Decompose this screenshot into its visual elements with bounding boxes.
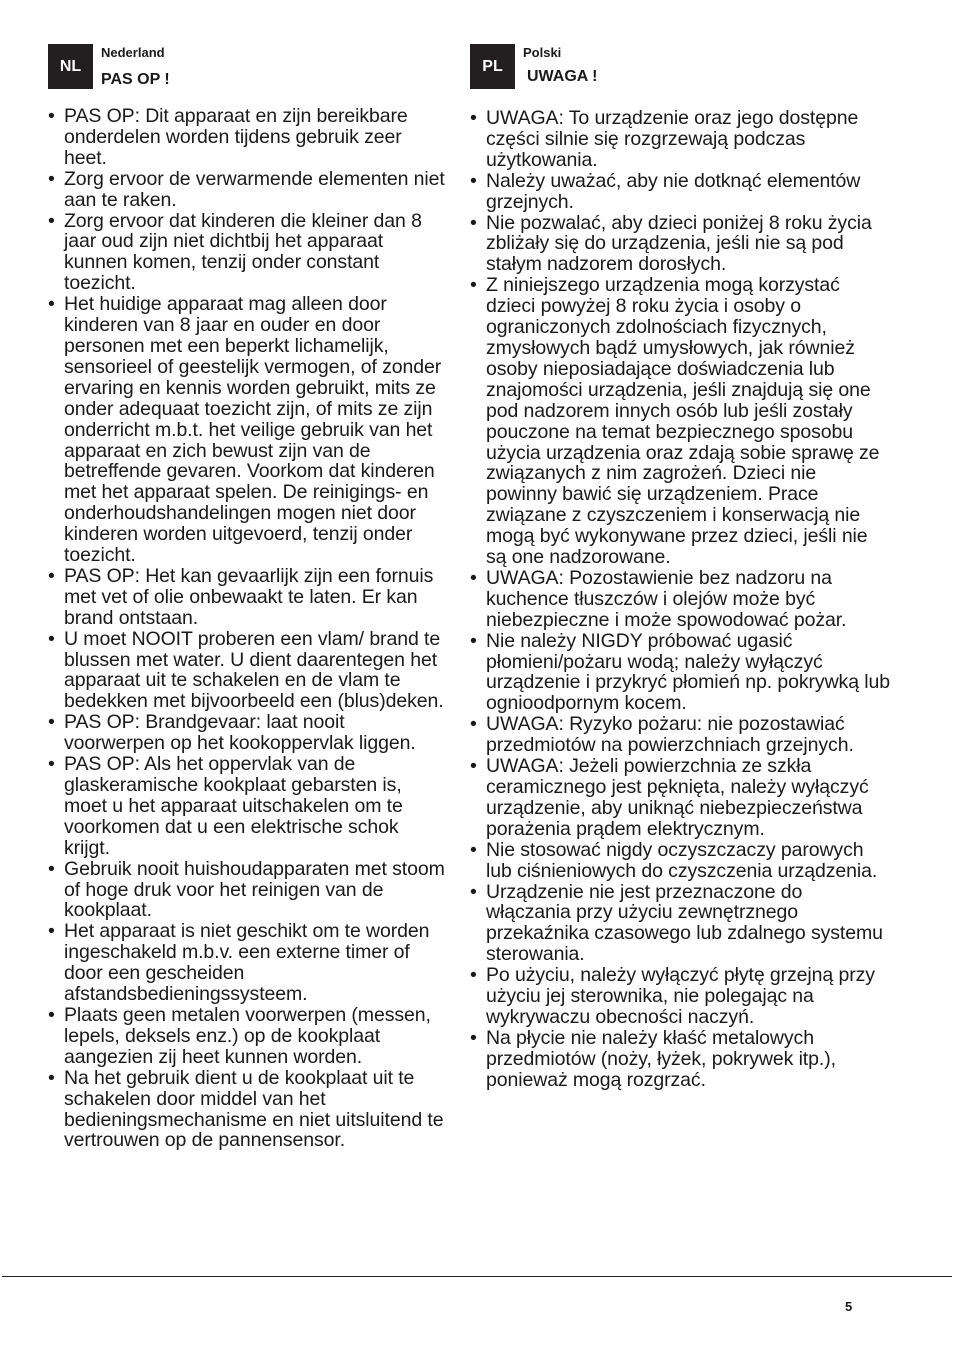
warning-item-pl: • Na płycie nie należy kłaść metalowych przedmiotów (noży, łyżek, pokrywek itp.), ponieważ mogą rozgrzać. [470, 1028, 890, 1091]
caution-heading-nl: PAS OP ! [101, 71, 170, 88]
warning-item-pl: • Urządzenie nie jest przeznaczone do włączania przy użyciu zewnętrznego przekaźnika czasowego lub zdalnego systemu sterowania. [470, 882, 890, 966]
warning-item-nl: • Zorg ervoor de verwarmende elementen niet aan te raken. [48, 169, 448, 211]
footer-divider [2, 1276, 952, 1277]
warning-item-pl: • Nie pozwalać, aby dzieci poniżej 8 roku życia zbliżały się do urządzenia, jeśli nie są pod stałym nadzorem dorosłych. [470, 213, 890, 276]
caution-heading-pl: UWAGA ! [527, 68, 598, 85]
warning-item-nl: • PAS OP: Brandgevaar: laat nooit voorwerpen op het kookoppervlak liggen. [48, 712, 448, 754]
nl-section [48, 44, 448, 1151]
warning-item-nl: • Gebruik nooit huishoudapparaten met stoom of hoge druk voor het reinigen van de kookplaat. [48, 859, 448, 922]
warning-item-nl: • PAS OP: Als het oppervlak van de glaskeramische kookplaat gebarsten is, moet u het apparaat uitschakelen om te voorkomen dat u een elektrische schok krijgt. [48, 754, 448, 859]
warning-item-pl: • UWAGA: Jeżeli powierzchnia ze szkła ceramicznego jest pęknięta, należy wyłączyć urządzenie, aby uniknąć niebezpieczeństwa porażenia prądem elektrycznym. [470, 756, 890, 840]
warning-item-pl: • Należy uważać, aby nie dotknąć elementów grzejnych. [470, 171, 890, 213]
language-badge-nl: NL [48, 44, 93, 89]
warning-list-nl [48, 106, 448, 1151]
warning-item-pl: • UWAGA: To urządzenie oraz jego dostępne części silnie się rozgrzewają podczas użytkowania. [470, 108, 890, 171]
warning-item-nl: • PAS OP: Dit apparaat en zijn bereikbare onderdelen worden tijdens gebruik zeer heet. [48, 106, 448, 169]
warning-item-pl: • Nie stosować nigdy oczyszczaczy parowych lub ciśnieniowych do czyszczenia urządzenia. [470, 840, 890, 882]
warning-item-nl: • Plaats geen metalen voorwerpen (messen, lepels, deksels enz.) op de kookplaat aangezien zij heet kunnen worden. [48, 1005, 448, 1068]
warning-item-nl: • Zorg ervoor dat kinderen die kleiner dan 8 jaar oud zijn niet dichtbij het apparaat kunnen komen, tenzij onder constant toezicht. [48, 211, 448, 295]
warning-item-nl: • Het huidige apparaat mag alleen door kinderen van 8 jaar en ouder en door personen met een beperkt lichamelijk, sensorieel of geestelijk vermogen, of zonder ervaring en kennis worden gebruikt, mits ze onder adequaat toezicht zijn, of mits ze zijn onderricht m.b.t. het veilige gebruik van het apparaat en zich bewust zijn van de betreffende gevaren. Voorkom dat kinderen met het apparaat spelen. De reinigings- en onderhoudshandelingen mogen niet door kinderen worden uitgevoerd, tenzij onder toezicht. [48, 294, 448, 566]
language-name-nl: Nederland [101, 45, 165, 60]
pl-header [470, 44, 890, 94]
warning-item-nl: • U moet NOOIT proberen een vlam/ brand te blussen met water. U dient daarentegen het apparaat uit te schakelen en de vlam te bedekken met bijvoorbeeld een (blus)deken. [48, 629, 448, 713]
nl-header [48, 44, 448, 94]
language-badge-pl: PL [470, 44, 515, 89]
warning-item-pl: • UWAGA: Ryzyko pożaru: nie pozostawiać przedmiotów na powierzchniach grzejnych. [470, 714, 890, 756]
warning-item-pl: • UWAGA: Pozostawienie bez nadzoru na kuchence tłuszczów i olejów może być niebezpieczne i może spowodować pożar. [470, 568, 890, 631]
pl-section [470, 44, 890, 1091]
warning-item-nl: • PAS OP: Het kan gevaarlijk zijn een fornuis met vet of olie onbewaakt te laten. Er kan brand ontstaan. [48, 566, 448, 629]
warning-list-pl [470, 108, 890, 1091]
page-number: 5 [845, 1299, 853, 1314]
warning-item-pl: • Z niniejszego urządzenia mogą korzystać dzieci powyżej 8 roku życia i osoby o ograniczonych zdolnościach fizycznych, zmysłowych bądź umysłowych, jak również osoby nieposiadające doświadczenia lub znajomości urządzenia, jeśli znajdują się one pod nadzorem innych osób lub jeśli zostały pouczone na temat bezpiecznego sposobu użycia urządzenia oraz zdają sobie sprawę ze związanych z nim zagrożeń. Dzieci nie powinny bawić się urządzeniem. Prace związane z czyszczeniem i konserwacją nie mogą być wykonywane przez dzieci, jeśli nie są one nadzorowane. [470, 275, 890, 568]
warning-item-nl: • Het apparaat is niet geschikt om te worden ingeschakeld m.b.v. een externe timer of door een gescheiden afstandsbedieningssysteem. [48, 921, 448, 1005]
language-name-pl: Polski [523, 45, 562, 60]
warning-item-nl: • Na het gebruik dient u de kookplaat uit te schakelen door middel van het bedieningsmechanisme en niet uitsluitend te vertrouwen op de pannensensor. [48, 1068, 448, 1152]
warning-item-pl: • Po użyciu, należy wyłączyć płytę grzejną przy użyciu jej sterownika, nie polegając na wykrywaczu obecności naczyń. [470, 965, 890, 1028]
warning-item-pl: • Nie należy NIGDY próbować ugasić płomieni/pożaru wodą; należy wyłączyć urządzenie i przykryć płomień np. pokrywką lub ognioodpornym kocem. [470, 631, 890, 715]
